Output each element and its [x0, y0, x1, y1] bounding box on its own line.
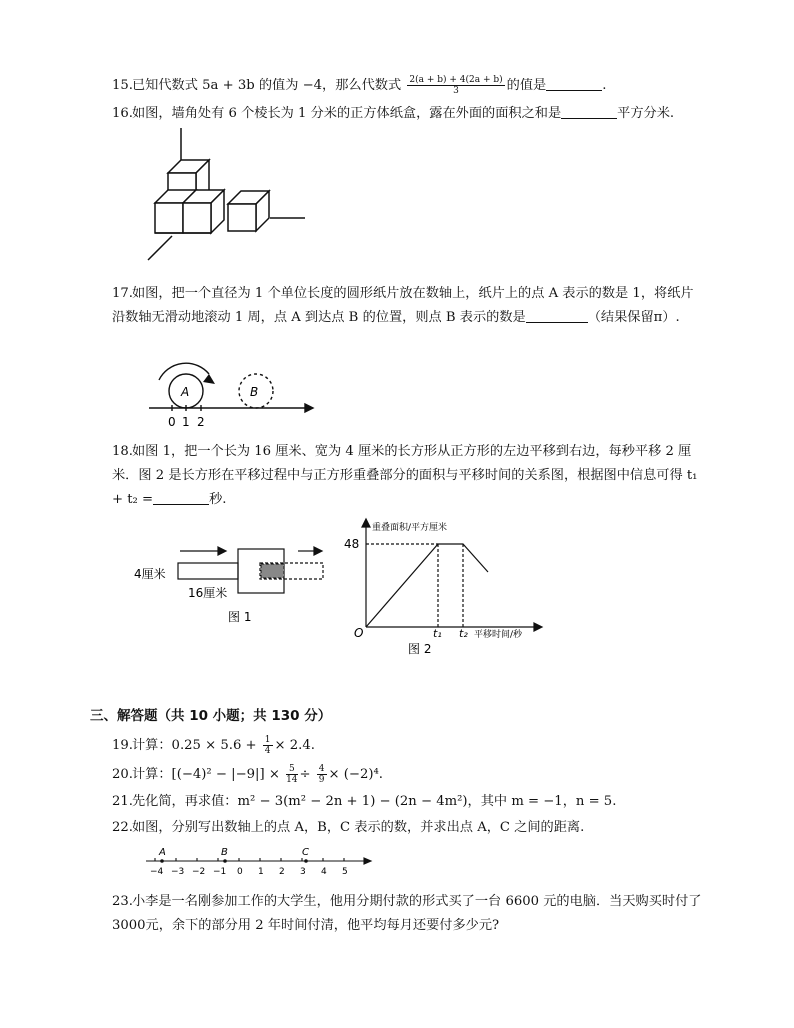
figure-caption: 图 2: [408, 642, 432, 656]
question-19: 19.计算：0.25 × 5.6 + $\frac{1}{4}$ × 2.4.: [112, 735, 315, 756]
y-axis-label: 重叠面积/平方厘米: [372, 523, 448, 533]
rolling-circle-figure: [145, 360, 315, 432]
point-c-label: C: [302, 847, 309, 858]
translation-figure-1: [130, 535, 330, 635]
tick-label: 0: [168, 415, 176, 429]
question-18: 18.如图 1，把一个长为 16 厘米、宽为 4 厘米的长方形从正方形的左边平移到右边，每秒平移 2 厘米．图 2 是长方形在平移过程中与正方形重叠部分的面积与平移时间的关系图，根据图中信息可得 t₁ + t₂ = 秒.: [112, 444, 698, 507]
fraction: $\frac{1}{4}$: [264, 735, 271, 756]
question-20: 20.计算：[(−4)² − |−9|] × $\frac{5}{14}$ ÷ $\frac{4}{9}$ × (−2)⁴.: [112, 764, 383, 785]
tick-label: 2: [279, 867, 285, 877]
section-heading: 三、解答题（共 10 小题；共 130 分）: [90, 708, 332, 724]
t1-label: t₁: [433, 627, 442, 640]
point-a-label: A: [181, 385, 190, 399]
fraction: $\frac{2(a + b) + 4(2a + b)}{3}$: [409, 75, 503, 96]
number-line-figure: [140, 844, 380, 880]
t2-label: t₂: [459, 627, 468, 640]
tick-label: 5: [342, 867, 348, 877]
tick-label: 3: [300, 867, 306, 877]
origin-label: O: [354, 626, 364, 640]
question-21: 21.先化简，再求值：m² − 3(m² − 2n + 1) − (2n − 4m²)，其中 m = −1，n = 5.: [112, 794, 617, 809]
answer-blank[interactable]: [526, 308, 588, 323]
fraction: $\frac{5}{14}$: [286, 764, 298, 785]
question-17: 17.如图，把一个直径为 1 个单位长度的圆形纸片放在数轴上，纸片上的点 A 表示的数是 1，将纸片沿数轴无滑动地滚动 1 周，点 A 到达点 B 的位置，则点 B 表示的数是 （结果保留π）.: [112, 286, 694, 325]
figure-caption: 图 1: [228, 610, 252, 624]
point-b-label: B: [250, 385, 259, 399]
x-axis-label: 平移时间/秒: [474, 630, 523, 640]
cubes-figure: [140, 128, 315, 273]
fraction: $\frac{4}{9}$: [318, 764, 325, 785]
point-a-label: A: [159, 847, 166, 858]
tick-label: 1: [258, 867, 264, 877]
width-label: 4厘米: [134, 567, 166, 581]
tick-label: −1: [213, 867, 227, 877]
tick-label: 0: [237, 867, 243, 877]
point-b-label: B: [221, 847, 228, 858]
tick-label: 1: [182, 415, 190, 429]
question-15: 15.已知代数式 5a + 3b 的值为 −4，那么代数式 $\frac{2(a + b) + 4(2a + b)}{3}$ 的值是 .: [112, 75, 607, 96]
answer-blank[interactable]: [153, 490, 209, 505]
tick-label: −4: [150, 867, 164, 877]
area-time-graph: [338, 517, 548, 657]
tick-label: 4: [321, 867, 327, 877]
y-value-label: 48: [344, 537, 360, 551]
answer-blank[interactable]: [546, 76, 602, 91]
question-16: 16.如图，墙角处有 6 个棱长为 1 分米的正方体纸盒，露在外面的面积之和是 平方分米.: [112, 106, 675, 121]
length-label: 16厘米: [188, 586, 228, 600]
tick-label: −2: [192, 867, 206, 877]
question-23: 23.小李是一名刚参加工作的大学生，他用分期付款的形式买了一台 6600 元的电脑．当天购买时付了 3000元，余下的部分用 2 年时间付清，他平均每月还要付多少元?: [112, 894, 702, 933]
tick-label: −3: [171, 867, 185, 877]
question-22: 22.如图，分别写出数轴上的点 A，B，C 表示的数，并求出点 A，C 之间的距离.: [112, 820, 585, 835]
answer-blank[interactable]: [561, 104, 617, 119]
tick-label: 2: [197, 415, 205, 429]
